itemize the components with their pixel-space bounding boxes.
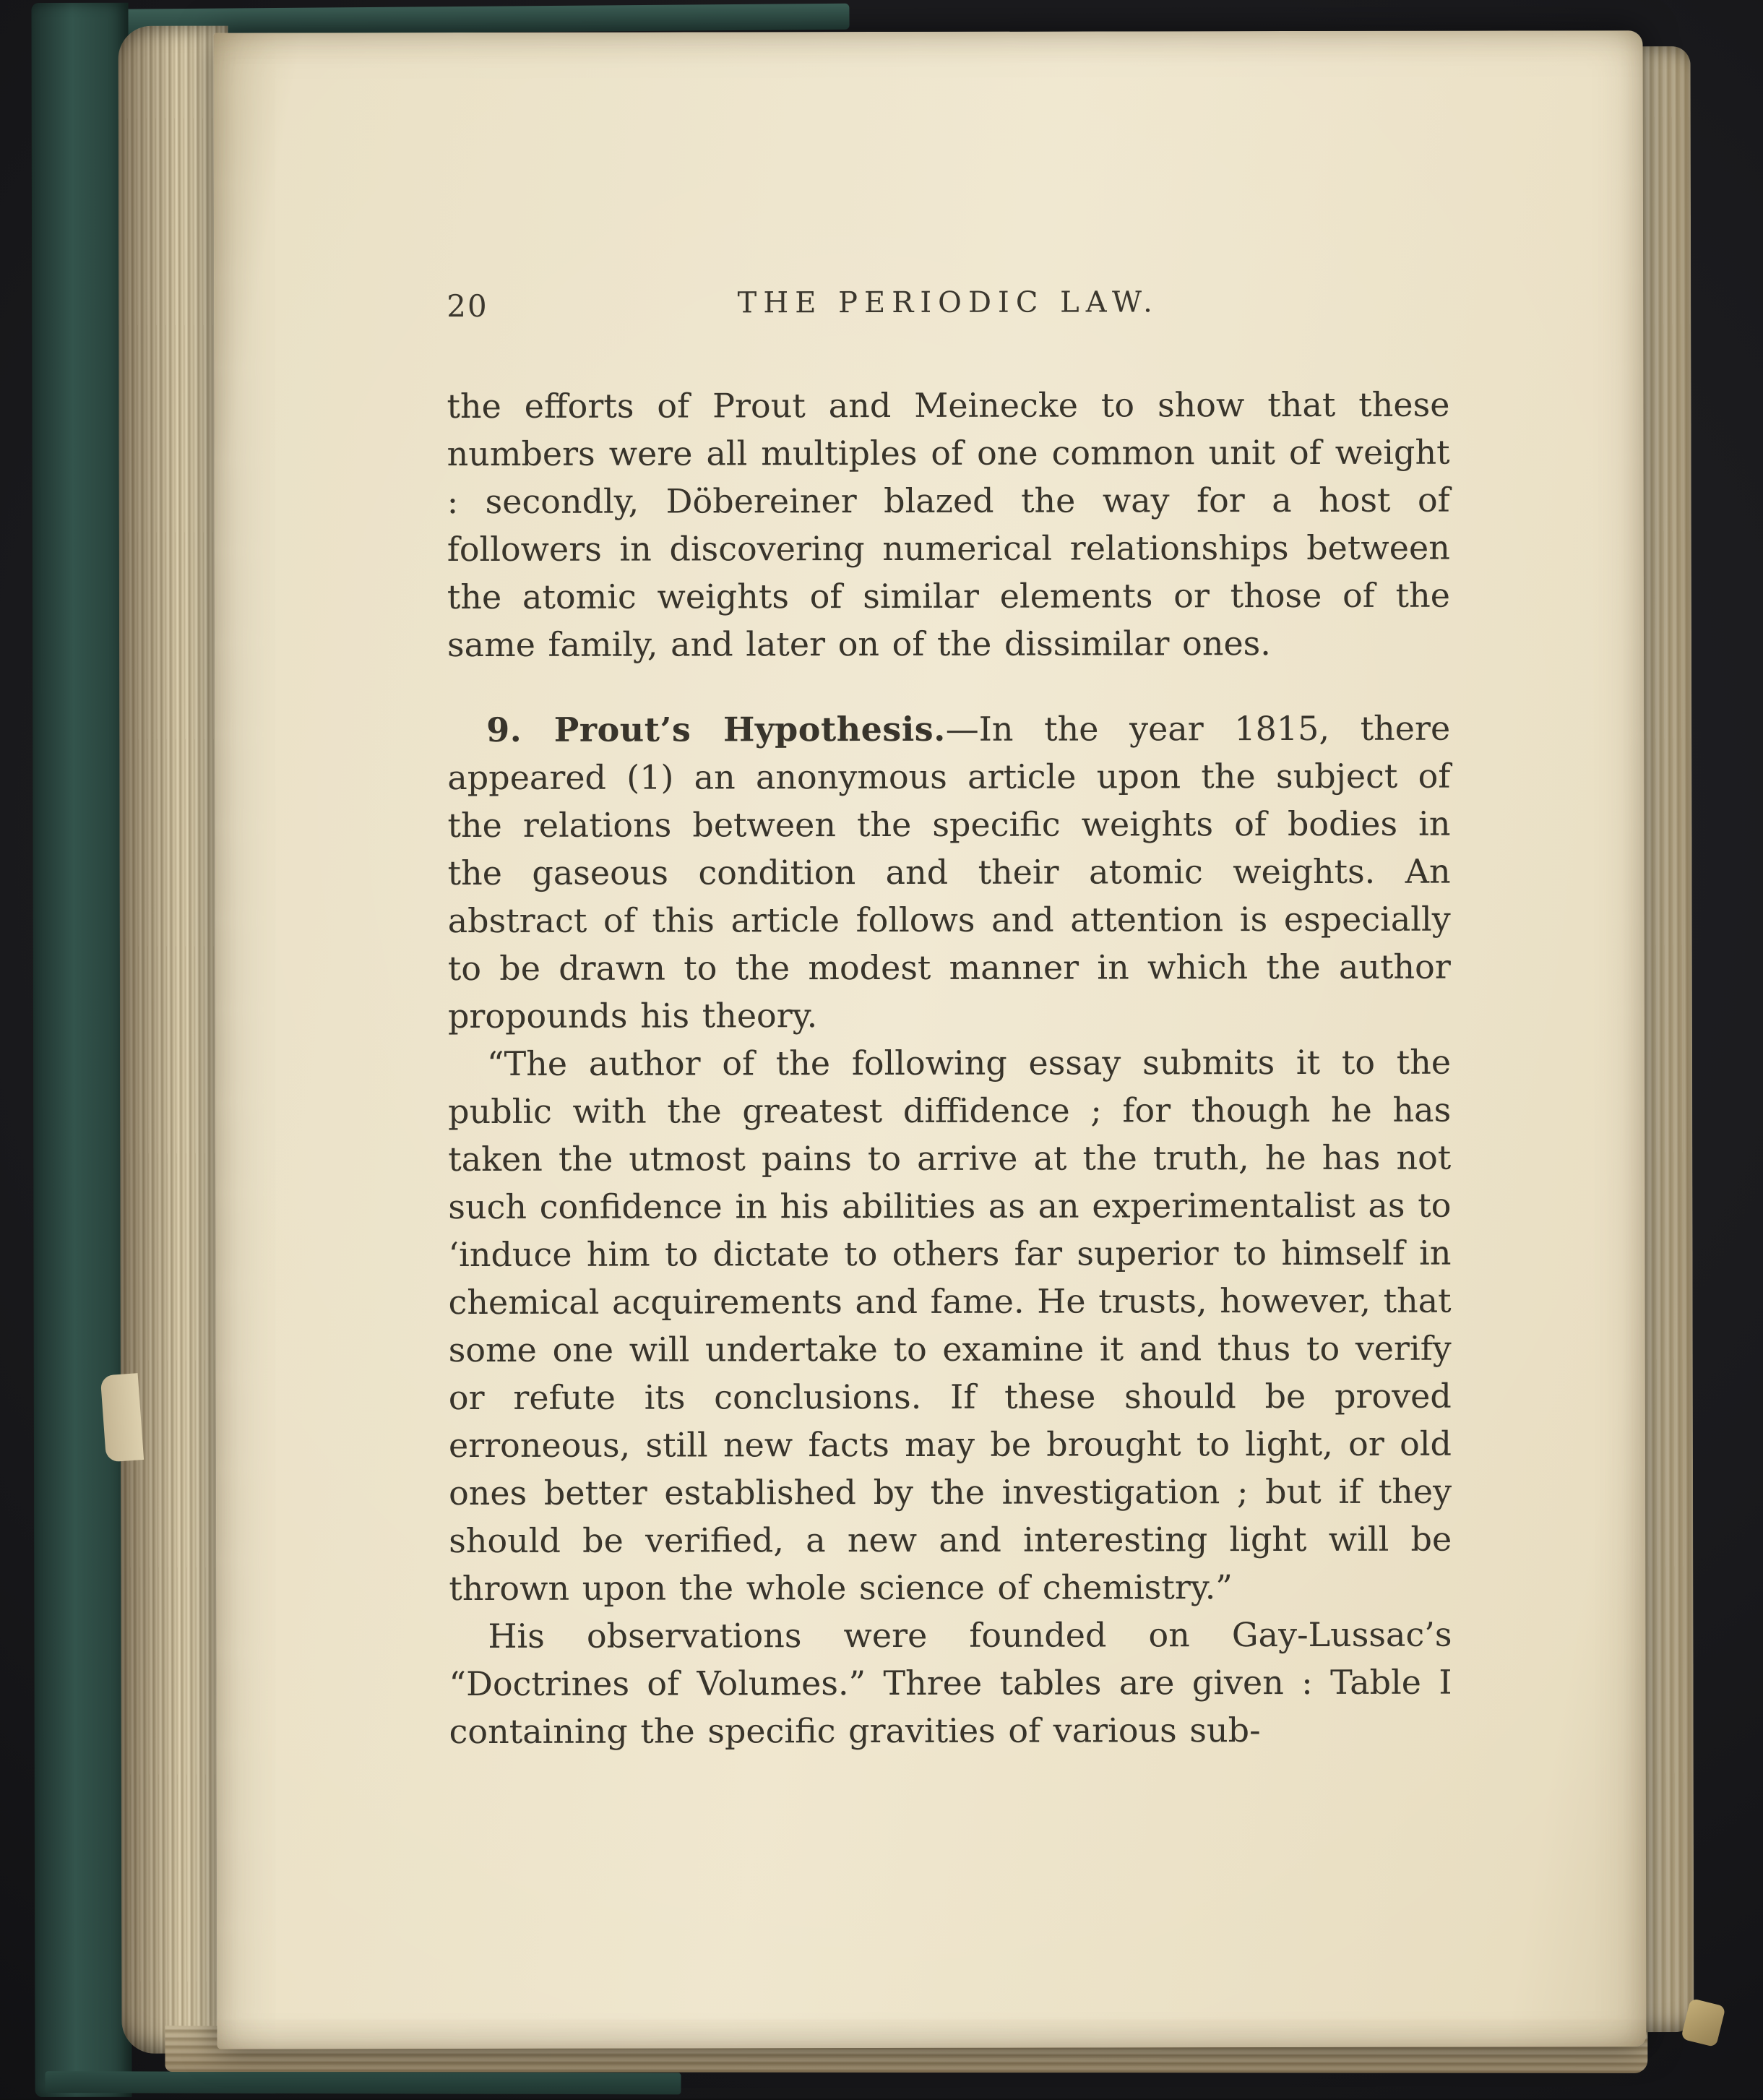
- running-header: THE PERIODIC LAW.: [737, 285, 1159, 320]
- paragraph-text: the efforts of Prout and Meinecke to show that these numbers were all multiples of one common unit of weight : secondly, Döbereiner blazed the way for a host of followers in discovering numerical relationships between the atomic weights of similar elements or those of the same family, and later on of the dissimilar ones.: [447, 384, 1450, 665]
- book-cover-spine: [31, 3, 132, 2097]
- section-heading: 9. Prout’s Hypothesis.: [486, 709, 946, 749]
- paragraph-text: —In the year 1815, there appeared (1) an anonymous article upon the subject of the relations between the specific weights of bodies in the gaseous condition and their atomic weights. An abstract of this article follows and attention is especially to be drawn to the modest manner in which the author propounds his theory.: [447, 708, 1451, 1036]
- paragraph-text: His observations were founded on Gay-Lussac’s “Doctrines of Volumes.” Three tables are given : Table I containing the specific gravities of various sub-: [449, 1614, 1452, 1752]
- torn-page-corner: [100, 1373, 144, 1462]
- paragraph: [448, 1038, 1452, 1612]
- page-body: [447, 381, 1452, 1755]
- page-number: 20: [447, 288, 488, 324]
- paragraph-text: “The author of the following essay submits it to the public with the greatest diffidence ; for though he has taken the utmost pains to arrive at the truth, he has not such confidence in his abilities as an experimentalist as to ‘induce him to dictate to others far superior to himself in chemical acquirements and fame. He trusts, however, that some one will undertake to examine it and thus to verify or refute its conclusions. If these should be proved erroneous, still new facts may be brought to light, or old ones better established by the investigation ; but if they should be verified, a new and interesting light will be thrown upon the whole science of chemistry.”: [448, 1042, 1452, 1609]
- paragraph: [447, 381, 1450, 668]
- page-header: [447, 285, 1449, 324]
- book-cover-bottom-edge: [45, 2071, 681, 2094]
- book-page: [214, 30, 1647, 2049]
- paragraph: [449, 1611, 1452, 1755]
- paragraph: [447, 705, 1451, 1040]
